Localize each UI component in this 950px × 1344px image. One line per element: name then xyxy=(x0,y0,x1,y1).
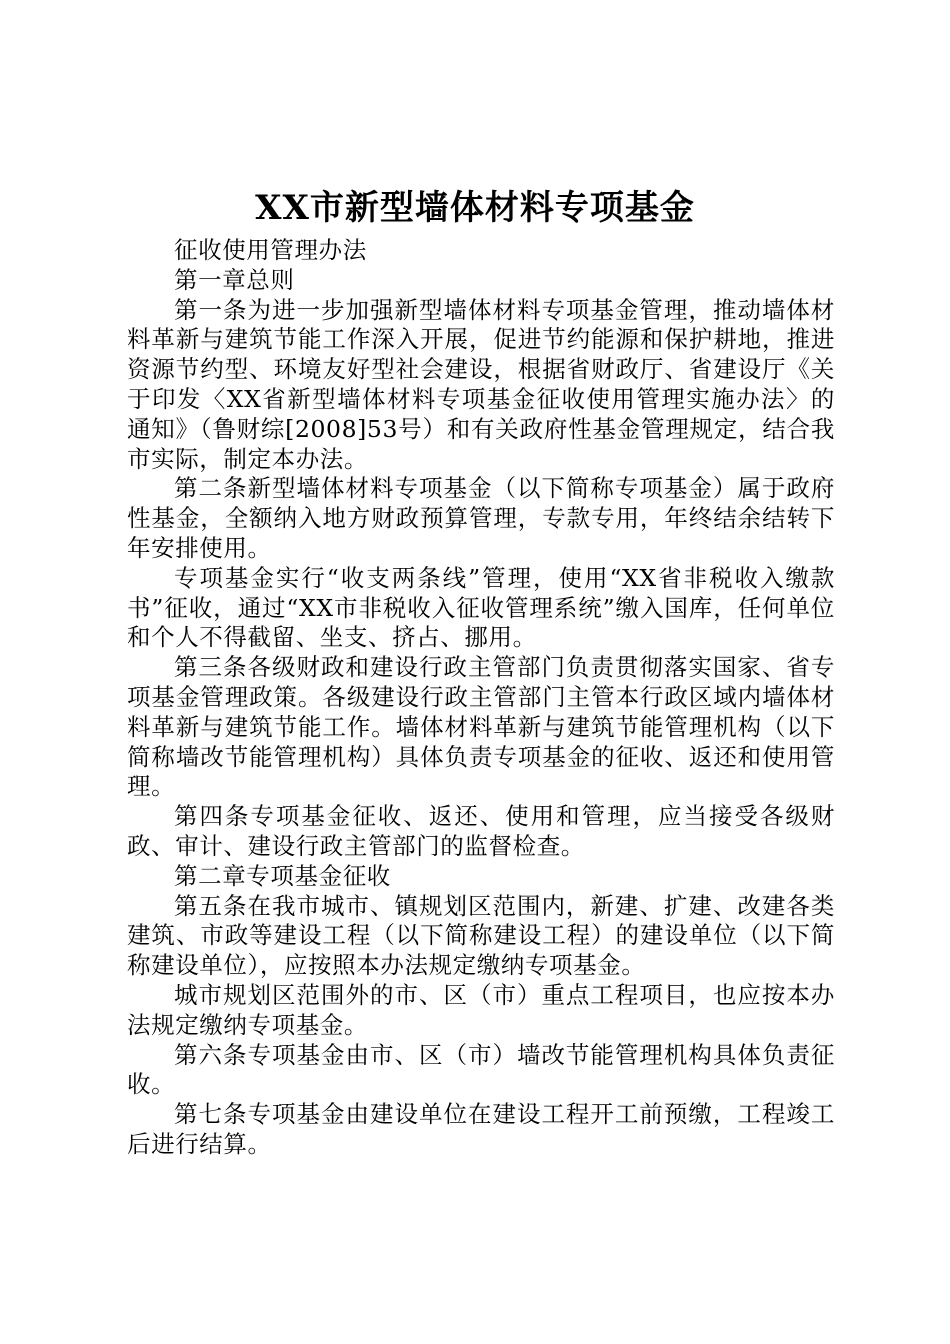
paragraph: 城市规划区范围外的市、区（市）重点工程项目，也应按本办法规定缴纳专项基金。 xyxy=(127,980,835,1039)
chapter-heading: 第一章总则 xyxy=(174,265,295,294)
paragraph: 第五条在我市城市、镇规划区范围内，新建、扩建、改建各类建筑、市政等建设工程（以下简称建设工程）的建设单位（以下简称建设单位），应按照本办法规定缴纳专项基金。 xyxy=(127,891,835,980)
paragraph: 第二条新型墙体材料专项基金（以下简称专项基金）属于政府性基金，全额纳入地方财政预算管理，专款专用，年终结余结转下年安排使用。 xyxy=(127,474,835,562)
chapter-heading: 第二章专项基金征收 xyxy=(174,861,391,890)
paragraph: 专项基金实行“收支两条线”管理，使用“XX省非税收入缴款书”征收，通过“XX市非税收入征收管理系统”缴入国库，任何单位和个人不得截留、坐支、挤占、挪用。 xyxy=(127,563,835,652)
document-title: XX市新型墙体材料专项基金 xyxy=(255,188,695,228)
document-body xyxy=(127,236,835,1160)
paragraph: 第三条各级财政和建设行政主管部门负责贯彻落实国家、省专项基金管理政策。各级建设行政主管部门主管本行政区域内墙体材料革新与建筑节能工作。墙体材料革新与建筑节能管理机构（以下简称墙改节能管理机构）具体负责专项基金的征收、返还和使用管理。 xyxy=(127,653,835,801)
paragraph: 第七条专项基金由建设单位在建设工程开工前预缴，工程竣工后进行结算。 xyxy=(127,1100,835,1158)
paragraph: 征收使用管理办法 xyxy=(174,236,367,264)
paragraph: 第六条专项基金由市、区（市）墙改节能管理机构具体负责征收。 xyxy=(127,1040,835,1099)
paragraph: 第一条为进一步加强新型墙体材料专项基金管理，推动墙体材料革新与建筑节能工作深入开展，促进节约能源和保护耕地，推进资源节约型、环境友好型社会建设，根据省财政厅、省建设厅《关于印发〈XX省新型墙体材料专项基金征收使用管理实施办法〉的通知》（鲁财综[2008]53号）和有关政府性基金管理规定，结合我市实际，制定本办法。 xyxy=(127,295,835,473)
paragraph: 第四条专项基金征收、返还、使用和管理，应当接受各级财政、审计、建设行政主管部门的监督检查。 xyxy=(127,802,835,860)
